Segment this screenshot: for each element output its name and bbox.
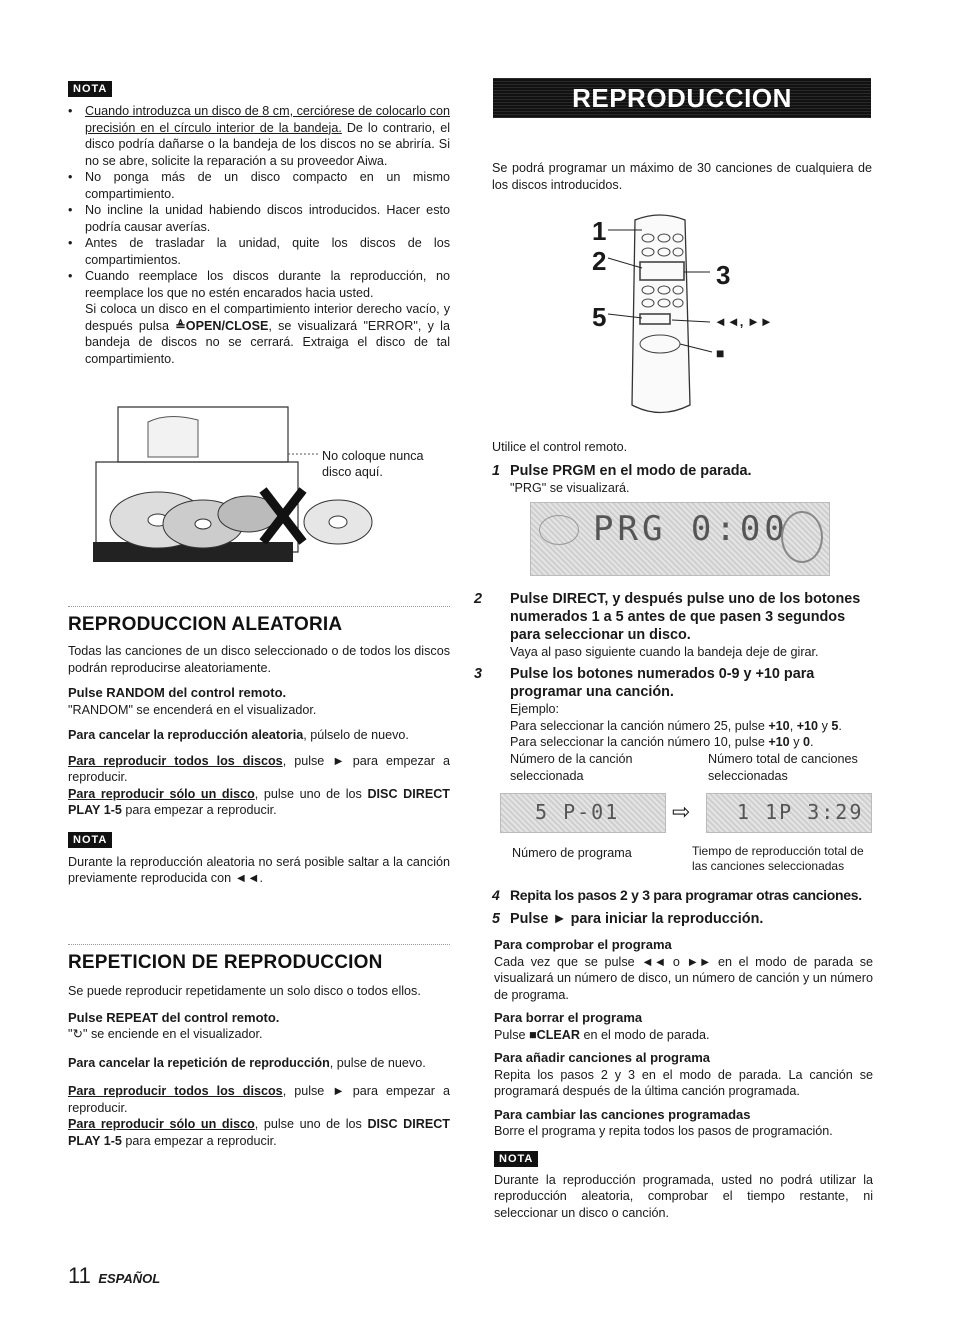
step-4: 4 Repita los pasos 2 y 3 para programar otras canciones.	[492, 887, 862, 903]
random-press-note: "RANDOM" se encenderá en el visualizador.	[68, 702, 317, 717]
arrow-icon: ⇨	[672, 799, 691, 824]
random-one: Para reproducir sólo un disco, pulse uno de los DISC DIRECT PLAY 1-5 para empezar a reproducir.	[68, 786, 451, 817]
step-5: 5 Pulse ► para iniciar la reproducción.	[492, 911, 764, 927]
program-intro: Se podrá programar un máximo de 30 canciones de cualquiera de los discos introducidos.	[492, 161, 872, 192]
page-language: ESPAÑOL	[98, 1271, 161, 1286]
page-footer	[68, 1263, 161, 1288]
step-1: 1 Pulse PRGM en el modo de parada. "PRG" se visualizará.	[492, 463, 752, 495]
tray-label: No coloque nunca disco aquí.	[322, 449, 424, 479]
random-press: Pulse RANDOM del control remoto.	[68, 685, 287, 700]
list-item: • No ponga más de un disco compacto en un mismo compartimiento.	[68, 169, 450, 202]
lcd-readout: PRG 0:00	[593, 509, 789, 549]
lcd-display-prg	[530, 502, 830, 576]
lcd-readout: 1 1P 3:29	[737, 800, 864, 824]
nota-badge: NOTA	[68, 832, 112, 848]
callout-3: 3	[716, 260, 731, 290]
repeat-intro: Se puede reproducir repetidamente un solo disco o todos ellos.	[68, 984, 421, 998]
callout-2: 2	[592, 246, 607, 276]
repeat-section	[68, 952, 450, 1149]
list-item: • Antes de trasladar la unidad, quite los discos de los compartimientos.	[68, 235, 450, 268]
nota-badge: NOTA	[68, 81, 112, 97]
repeat-cancel: Para cancelar la repetición de reproducción, pulse de nuevo.	[68, 1055, 426, 1070]
disc-icon	[539, 515, 579, 545]
tip-check-text: Cada vez que se pulse ◄◄ o ►► en el modo de parada se visualizará un número de disco, un número de canción y un número de programa.	[494, 954, 873, 1002]
program-nota-text: Durante la reproducción programada, usted no podrá utilizar la reproducción aleatoria, comprobar el tiempo restante, ni seleccionar un disco o canción.	[494, 1172, 873, 1220]
tip-change-text: Borre el programa y repita todos los pasos de programación.	[494, 1124, 833, 1138]
left-column	[68, 80, 450, 367]
remote-illustration	[580, 210, 800, 425]
program-tips	[494, 937, 873, 1221]
random-section	[68, 614, 450, 887]
tip-clear-title: Para borrar el programa	[494, 1010, 643, 1025]
page-number: 11	[68, 1263, 91, 1288]
tip-add-title: Para añadir canciones al programa	[494, 1050, 711, 1065]
step-3: 3 Pulse los botones numerados 0-9 y +10 para programar una canción. Ejemplo: Para seleccionar la canción número 25, pulse +10, +10 y 5. Para seleccionar la canción número 10, pulse +10 y 0.	[474, 666, 842, 749]
random-intro: Todas las canciones de un disco seleccionado o de todos los discos podrán reproducirse aleatoriamente.	[68, 644, 450, 675]
label-total-songs: Número total de canciones seleccionadas	[708, 752, 858, 783]
label-total-time: Tiempo de reproducción total de las canciones seleccionadas	[692, 844, 864, 873]
step-2: 2 Pulse DIRECT, y después pulse uno de los botones numerados 1 a 5 antes de que pasen 3 segundos para seleccionar un disco. Vaya al paso siguiente cuando la bandeja deje de girar.	[474, 591, 861, 659]
label-song-number: Número de la canción seleccionada	[510, 752, 633, 783]
divider	[68, 944, 450, 945]
callout-stop: ■	[716, 345, 725, 361]
notes-list	[68, 103, 450, 367]
random-all: Para reproducir todos los discos, pulse ► para empezar a reproducir.	[68, 753, 450, 784]
callout-5: 5	[592, 302, 607, 332]
cd-tray-illustration	[88, 402, 448, 572]
lcd-readout: 5 P-01	[535, 800, 620, 824]
repeat-all: Para reproducir todos los discos, pulse ► para empezar a reproducir.	[68, 1084, 450, 1115]
section-title-repeat: REPETICION DE REPRODUCCION	[68, 952, 383, 973]
list-item: • Cuando reemplace los discos durante la reproducción, no reemplace los que no estén encarados hacia usted. Si coloca un disco en el compartimiento interior derecho vacío, y después pulsa ≜OPEN/CLOSE, se visualizará "ERROR", y la bandeja de discos no se cerrará. Extraiga el disco de tal compartimiento.	[68, 268, 450, 367]
repeat-press: Pulse REPEAT del control remoto.	[68, 1009, 280, 1025]
section-title-random: REPRODUCCION ALEATORIA	[68, 614, 343, 635]
repeat-one: Para reproducir sólo un disco, pulse uno de los DISC DIRECT PLAY 1-5 para empezar a reproducir.	[68, 1117, 451, 1148]
tip-change-title: Para cambiar las canciones programadas	[494, 1106, 751, 1122]
lcd-display-program	[500, 793, 666, 833]
list-item: • No incline la unidad habiendo discos introducidos. Hacer esto podría causar averías.	[68, 202, 450, 235]
lcd-display-total	[706, 793, 872, 833]
repeat-press-note: "↻" se enciende en el visualizador.	[68, 1027, 263, 1041]
cd-tray-drawing	[88, 402, 448, 572]
callout-1: 1	[592, 216, 607, 246]
divider	[68, 606, 450, 607]
callout-skip: ◄◄, ►►	[714, 314, 773, 329]
page-banner: REPRODUCCION PROGRAMADA	[493, 78, 871, 118]
tip-check-title: Para comprobar el programa	[494, 937, 672, 952]
tip-clear-text: Pulse ■CLEAR en el modo de parada.	[494, 1027, 710, 1042]
random-cancel: Para cancelar la reproducción aleatoria, púlselo de nuevo.	[68, 728, 409, 742]
random-nota-text: Durante la reproducción aleatoria no será posible saltar a la canción previamente reproducida con ◄◄.	[68, 854, 450, 885]
list-item: • Cuando introduzca un disco de 8 cm, cerciórese de colocarlo con precisión en el círculo interior de la bandeja. De lo contrario, el disco podría dañarse o la bandeja de los discos no se abriría. Si no se abre, solicite la reparación a su proveedor Aiwa.	[68, 103, 450, 169]
dial-icon	[781, 511, 823, 563]
nota-badge: NOTA	[494, 1151, 538, 1167]
label-program-number: Número de programa	[512, 846, 632, 860]
remote-caption: Utilice el control remoto.	[492, 440, 628, 454]
tip-add-text: Repita los pasos 2 y 3 en el modo de parada. La canción se programará después de la última canción programada.	[494, 1067, 873, 1098]
